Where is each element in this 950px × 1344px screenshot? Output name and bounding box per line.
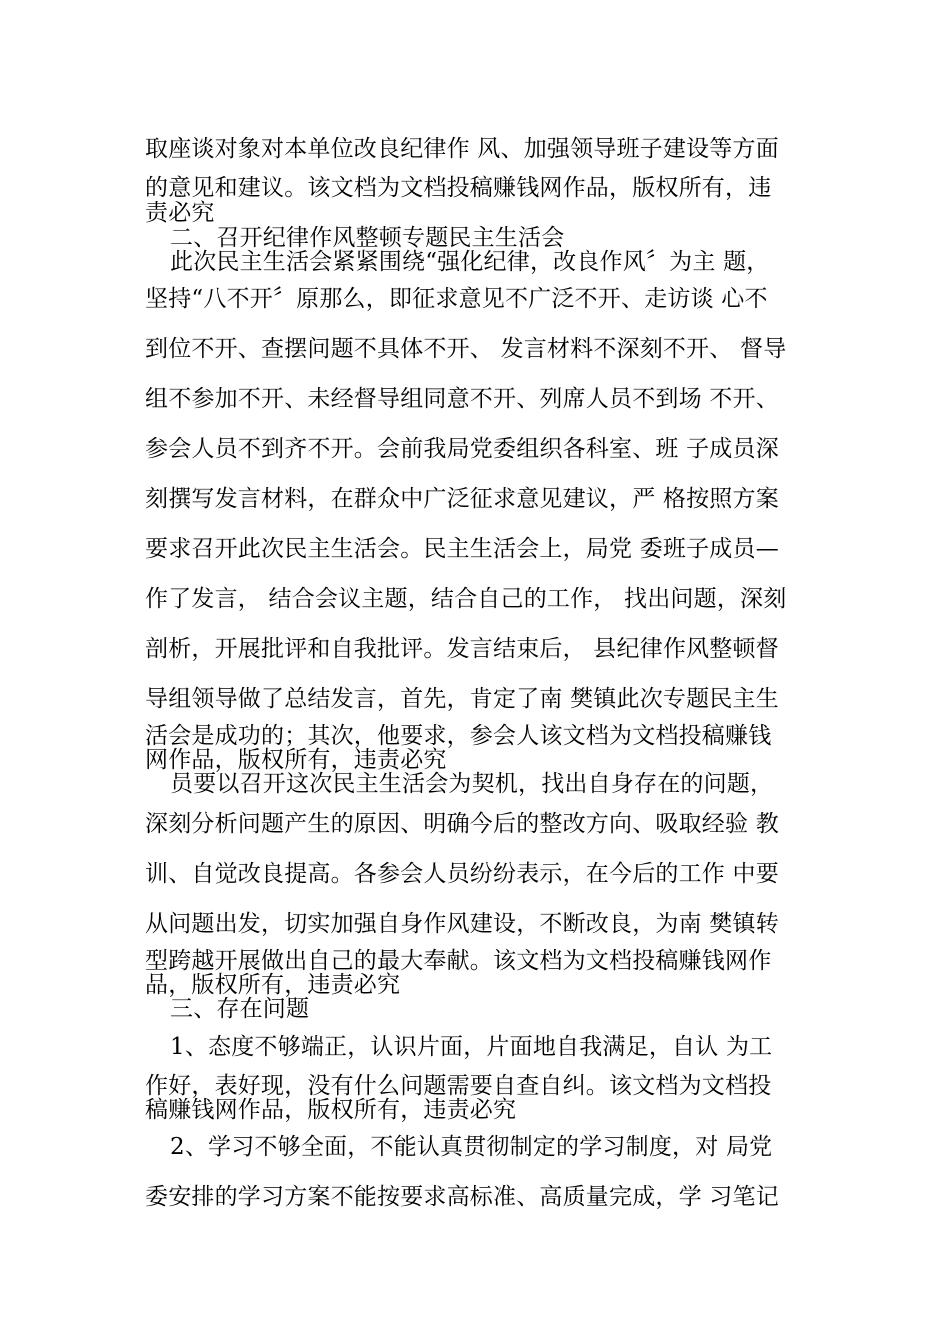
text-line: 责必究	[145, 200, 215, 226]
text-line: 型跨越开展做出自己的最大奉献。该文档为文档投稿赚钱网作	[145, 948, 772, 974]
text-line: 的意见和建议。该文档为文档投稿赚钱网作品，版权所有，违	[145, 175, 772, 201]
section-heading: 三、存在问题	[170, 996, 310, 1022]
text-line: 要求召开此次民主生活会。民主生活会上，局党 委班子成员—	[145, 536, 779, 562]
text-line: 刻撰写发言材料，在群众中广泛征求意见建议，严 格按照方案	[145, 486, 779, 512]
text-line: 组不参加不开、未经督导组同意不开、列席人员不到场 不开、	[145, 386, 779, 412]
text-line: 作了发言， 结合会议主题，结合自己的工作， 找出问题，深刻	[145, 586, 787, 612]
text-line: 到位不开、查摆问题不具体不开、 发言材料不深刻不开、 督导	[145, 336, 787, 362]
text-line: 委安排的学习方案不能按要求高标准、高质量完成，学 习笔记	[145, 1184, 779, 1210]
text-line: 取座谈对象对本单位改良纪律作 风、加强领导班子建设等方面	[145, 136, 779, 162]
text-line: 参会人员不到齐不开。会前我局党委组织各科室、班 子成员深	[145, 436, 779, 462]
text-line: 稿赚钱网作品，版权所有，违责必究	[145, 1097, 517, 1123]
text-line: 深刻分析问题产生的原因、明确今后的整改方向、吸取经验 教	[145, 811, 779, 837]
text-line: 作好，表好现，没有什么问题需要自查自纠。该文档为文档投	[145, 1073, 772, 1099]
text-line: 导组领导做了总结发言，首先，肯定了南 樊镇此次专题民主生	[145, 686, 779, 712]
text-line: 训、自觉改良提高。各参会人员纷纷表示，在今后的工作 中要	[145, 861, 779, 887]
text-line: 剖析，开展批评和自我批评。发言结束后， 县纪律作风整顿督	[145, 636, 779, 662]
section-heading: 二、召开纪律作风整顿专题民主生活会	[170, 225, 565, 251]
text-line: 网作品，版权所有，违责必究	[145, 747, 447, 773]
text-line: 员要以召开这次民主生活会为契机，找出自身存在的问题，	[170, 771, 774, 797]
text-line: 从问题出发，切实加强自身作风建设，不断改良，为南 樊镇转	[145, 911, 779, 937]
text-line: 此次民主生活会紧紧围绕“强化纪律，改良作风〞为主 题，	[170, 249, 770, 275]
text-line: 1、态度不够端正，认识片面，片面地自我满足，自认 为工	[170, 1034, 773, 1060]
text-line: 活会是成功的；其次，他要求，参会人该文档为文档投稿赚钱	[145, 723, 772, 749]
text-line: 2、学习不够全面，不能认真贯彻制定的学习制度，对 局党	[170, 1134, 773, 1160]
text-line: 品，版权所有，违责必究	[145, 972, 401, 998]
text-line: 坚持“八不开〞原那么，即征求意见不广泛不开、走访谈 心不	[145, 286, 768, 312]
